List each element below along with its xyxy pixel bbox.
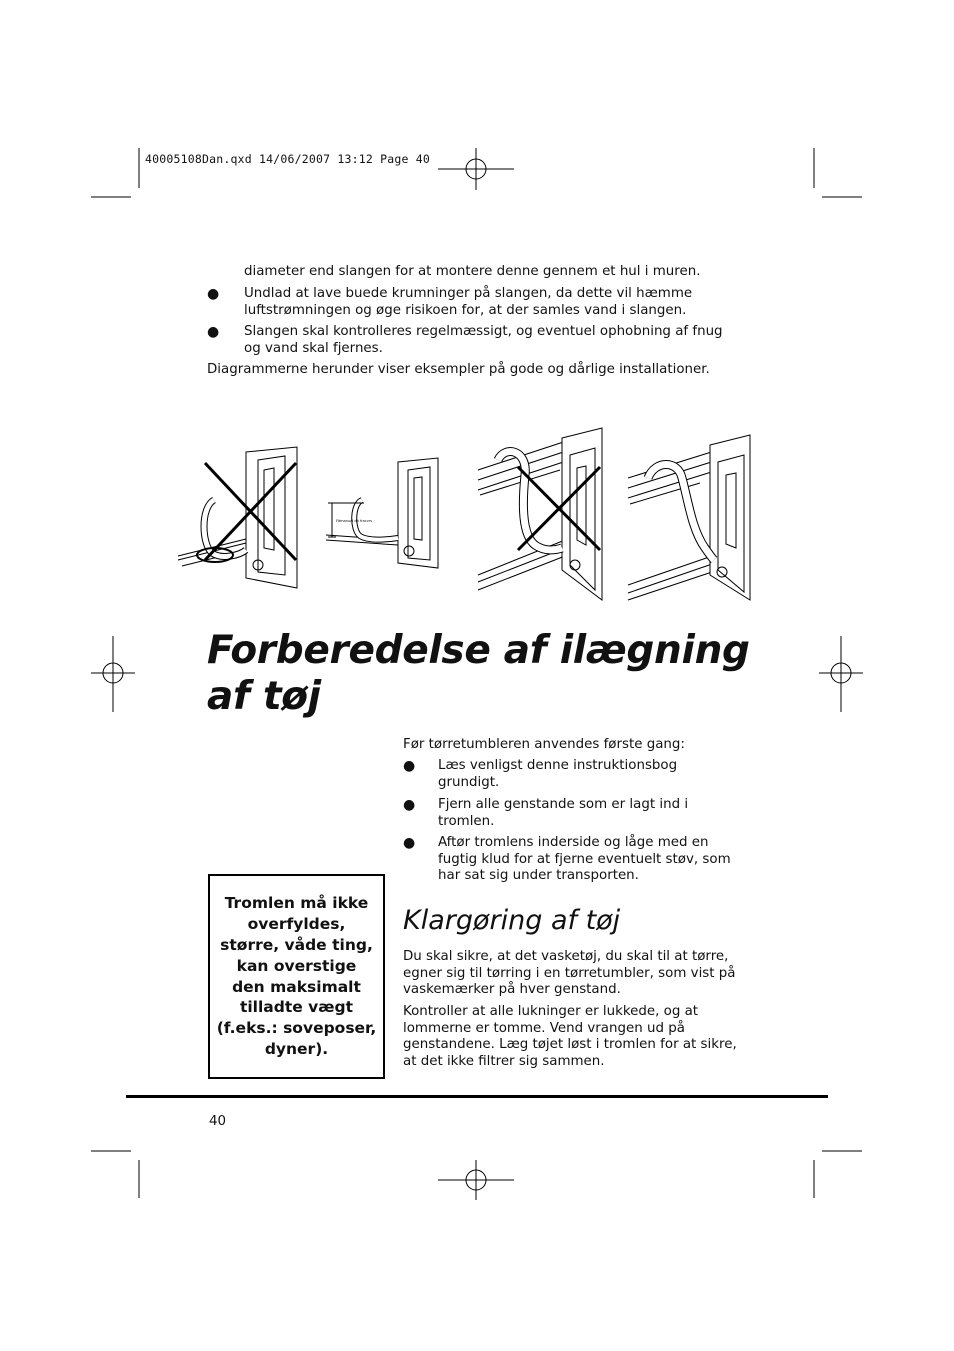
bullet-dot: ● bbox=[403, 835, 416, 851]
before-use-intro: Før tørretumbleren anvendes første gang: bbox=[403, 737, 685, 752]
footer-rule bbox=[126, 1095, 828, 1098]
paragraph: Kontroller at alle lukninger er lukkede, og at lommerne er tomme. Vend vrangen ud på genstandene. Læg tøjet løst i tromlen for at sikre, at det ikke filtrer sig sammen. bbox=[403, 1004, 737, 1069]
diagram-bad-2 bbox=[478, 428, 602, 600]
paragraph: Du skal sikre, at det vasketøj, du skal til at tørre, egner sig til tørring i en tørretumbler, som vist på vaskemærker på hver genstand. bbox=[403, 949, 736, 997]
warning-box bbox=[208, 874, 385, 1079]
bullet-dot: ● bbox=[403, 797, 416, 813]
bullet-dot: ● bbox=[207, 286, 220, 302]
list-item: Undlad at lave buede krumninger på slangen, da dette vil hæmme luftstrømningen og øge risikoen for, at der samles vand i slangen. bbox=[244, 286, 693, 318]
diagram-good-2 bbox=[628, 435, 750, 600]
diagram-intro-text: Diagrammerne herunder viser eksempler på gode og dårlige installationer. bbox=[207, 362, 710, 377]
page-number: 40 bbox=[209, 1114, 227, 1129]
print-slug: 40005108Dan.qxd 14/06/2007 13:12 Page 40 bbox=[145, 152, 430, 166]
continuation-text: diameter end slangen for at montere denne gennem et hul i muren. bbox=[244, 264, 701, 279]
page-title: Forberedelse af ilægning af tøj bbox=[207, 628, 750, 719]
bullet-dot: ● bbox=[403, 758, 416, 774]
warning-text: Tromlen må ikke overfyldes, større, våde ting, kan overstige den maksimalt tilladte vægt (f.eks.: soveposer, dyner). bbox=[216, 894, 377, 1058]
diagram-good-1 bbox=[326, 458, 438, 568]
bullet-dot: ● bbox=[207, 324, 220, 340]
diagram-bad-1 bbox=[178, 447, 297, 588]
list-item: Aftør tromlens inderside og låge med en fugtig klud for at fjerne eventuelt støv, som har sat sig under transporten. bbox=[438, 835, 731, 883]
list-item: Læs venligst denne instruktionsbog grundigt. bbox=[438, 758, 678, 790]
measure-label: Fitmanual dit fracvrs bbox=[336, 519, 373, 523]
section-heading: Klargøring af tøj bbox=[403, 905, 621, 936]
list-item: Slangen skal kontrolleres regelmæssigt, og eventuel ophobning af fnug og vand skal fjernes. bbox=[244, 324, 723, 356]
list-item: Fjern alle genstande som er lagt ind i tromlen. bbox=[438, 797, 689, 829]
